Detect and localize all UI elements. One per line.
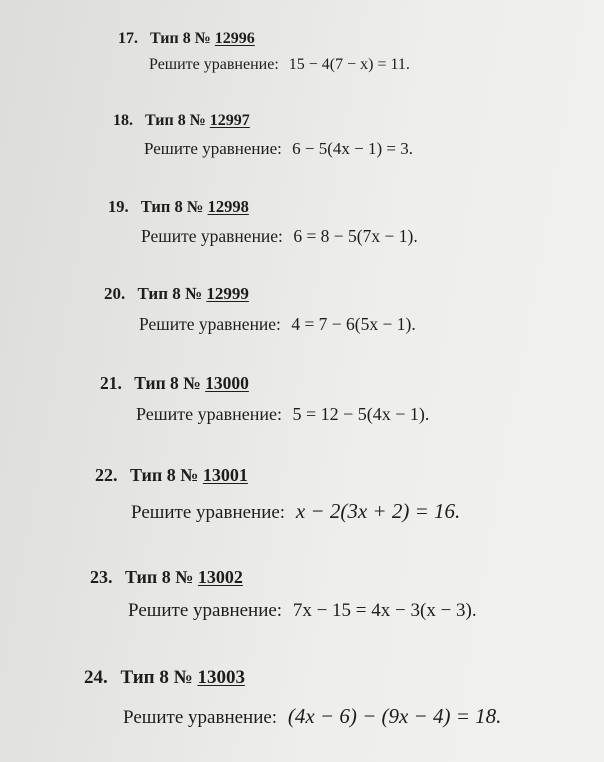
task-equation: 6 − 5(4x − 1) = 3. — [292, 139, 413, 158]
task-24 — [84, 667, 501, 729]
task-type-label: Тип 8 № 12999 — [137, 284, 249, 303]
task-21 — [100, 373, 429, 425]
task-body — [144, 139, 413, 159]
task-number: 21. — [100, 373, 122, 393]
task-type-label: Тип 8 № 13001 — [130, 465, 248, 485]
task-header — [95, 465, 460, 486]
task-type-label: Тип 8 № 12996 — [150, 30, 255, 47]
task-type-label: Тип 8 № 13000 — [134, 373, 249, 393]
task-equation: 4 = 7 − 6(5x − 1). — [291, 314, 416, 334]
task-prompt: Решите уравнение: — [149, 56, 279, 73]
task-body — [128, 600, 477, 622]
task-prompt: Решите уравнение: — [141, 226, 283, 246]
task-header — [90, 567, 477, 588]
task-number: 20. — [104, 284, 126, 303]
task-header — [118, 30, 410, 48]
task-number: 17. — [118, 30, 138, 47]
task-prompt: Решите уравнение: — [128, 600, 283, 621]
task-equation: 6 = 8 − 5(7x − 1). — [293, 226, 418, 246]
task-19 — [108, 197, 418, 247]
task-number: 22. — [95, 465, 118, 485]
task-id-link[interactable]: 12999 — [206, 284, 249, 303]
task-id-link[interactable]: 12997 — [209, 112, 250, 129]
task-id-link[interactable]: 13003 — [197, 667, 245, 688]
task-header — [84, 667, 501, 689]
task-number: 24. — [84, 667, 108, 688]
task-header — [108, 197, 418, 217]
task-type-label: Тип 8 № 13003 — [120, 667, 245, 688]
task-body — [136, 404, 429, 425]
task-prompt: Решите уравнение: — [136, 404, 282, 424]
task-equation: (4x − 6) − (9x − 4) = 18. — [287, 704, 502, 728]
task-header — [100, 373, 429, 394]
task-id-link[interactable]: 13001 — [202, 465, 248, 485]
task-number: 23. — [90, 567, 113, 587]
task-equation: 5 = 12 − 5(4x − 1). — [292, 404, 430, 424]
task-equation: 15 − 4(7 − x) = 11. — [288, 56, 410, 73]
task-22 — [95, 465, 460, 524]
task-body — [149, 56, 410, 74]
task-20 — [104, 284, 416, 335]
task-number: 19. — [108, 197, 129, 216]
task-header — [113, 112, 413, 130]
task-equation: x − 2(3x + 2) = 16. — [295, 499, 461, 523]
task-body — [131, 499, 460, 524]
task-id-link[interactable]: 12996 — [214, 30, 255, 47]
task-number: 18. — [113, 112, 133, 129]
task-18 — [113, 112, 413, 159]
task-17 — [118, 30, 410, 74]
task-id-link[interactable]: 13000 — [205, 373, 249, 393]
task-prompt: Решите уравнение: — [139, 314, 281, 334]
task-body — [139, 314, 416, 335]
task-body — [141, 226, 418, 247]
task-prompt: Решите уравнение: — [131, 502, 286, 523]
task-body — [123, 704, 501, 729]
task-prompt: Решите уравнение: — [144, 139, 282, 158]
task-23 — [90, 567, 477, 622]
task-type-label: Тип 8 № 13002 — [125, 567, 243, 587]
task-header — [104, 284, 416, 304]
task-equation: 7x − 15 = 4x − 3(x − 3). — [292, 600, 477, 621]
task-prompt: Решите уравнение: — [123, 707, 278, 728]
task-id-link[interactable]: 12998 — [207, 197, 249, 216]
task-type-label: Тип 8 № 12998 — [140, 197, 249, 216]
task-id-link[interactable]: 13002 — [197, 567, 243, 587]
task-type-label: Тип 8 № 12997 — [145, 112, 250, 129]
